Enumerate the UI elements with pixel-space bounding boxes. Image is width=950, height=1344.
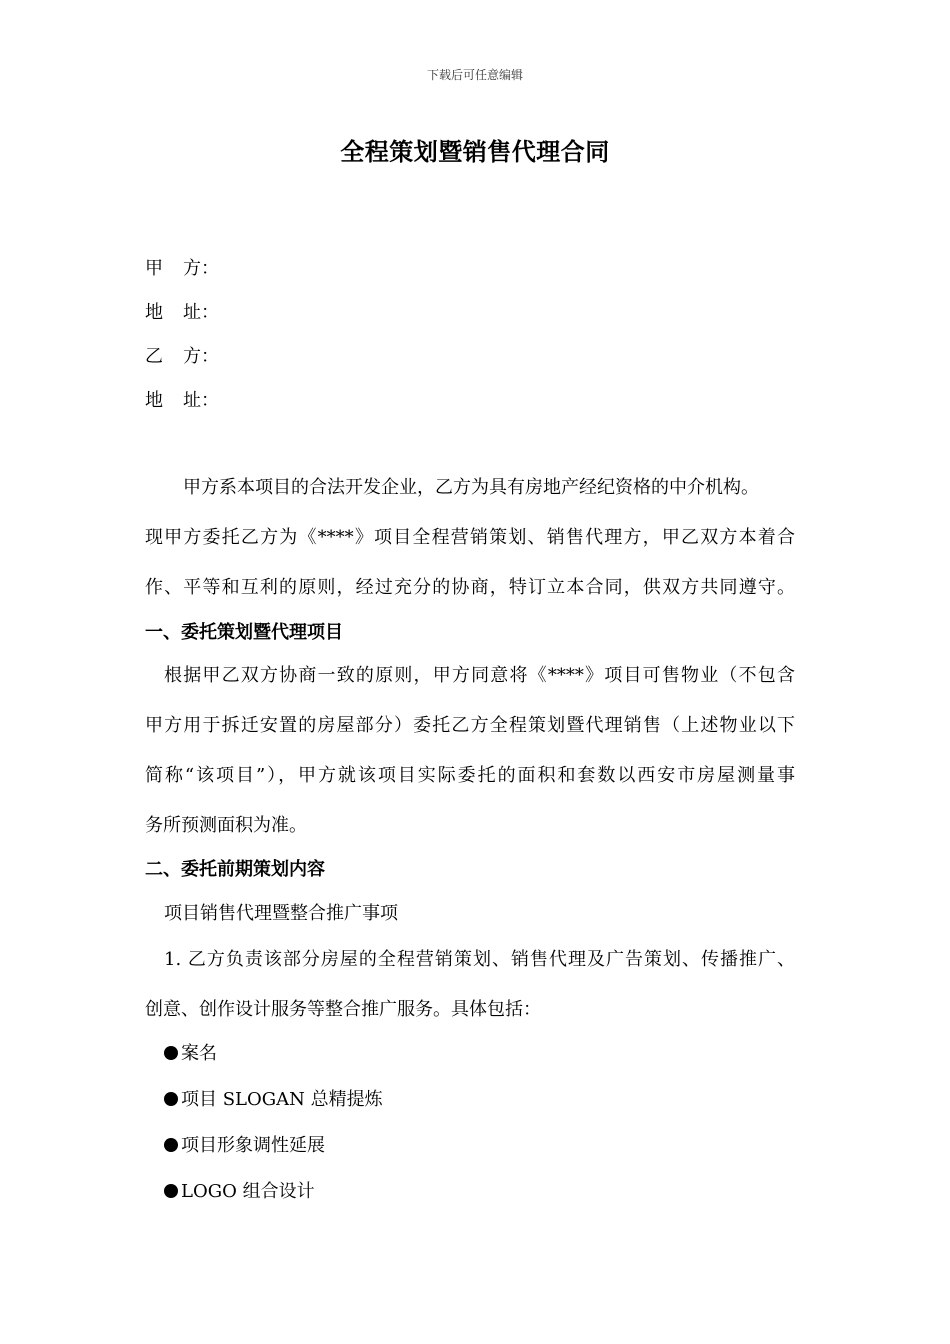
section-1-heading: 一、委托策划暨代理项目: [145, 622, 343, 643]
party-a-label: [145, 254, 219, 280]
party-a-suffix: 方：: [183, 258, 219, 279]
bullet-dot-icon: [164, 1138, 178, 1152]
section-2-heading: 二、委托前期策划内容: [145, 859, 325, 880]
bullet-item: [164, 1039, 217, 1065]
party-a-address-label: [145, 298, 219, 324]
bullet-dot-icon: [164, 1046, 178, 1060]
party-b-address-label: [145, 386, 219, 412]
bullet-item: [164, 1085, 383, 1111]
section-1-line-3: 简称“该项目”），甲方就该项目实际委托的面积和套数以西安市房屋测量事: [145, 765, 795, 786]
document-title: 全程策划暨销售代理合同: [340, 138, 610, 166]
section-2-item-1-line-2: 创意、创作设计服务等整合推广服务。具体包括：: [145, 999, 541, 1020]
bullet-text: 项目形象调性延展: [181, 1135, 325, 1156]
section-1-line-4: 务所预测面积为准。: [145, 815, 307, 836]
bullet-text: 项目 SLOGAN 总精提炼: [181, 1089, 383, 1110]
section-1-line-1: 根据甲乙双方协商一致的原则，甲方同意将《****》项目可售物业（不包含: [164, 665, 795, 686]
party-a-address-suffix: 址：: [183, 302, 219, 323]
intro-line-1: 甲方系本项目的合法开发企业，乙方为具有房地产经纪资格的中介机构。: [183, 477, 759, 498]
bullet-item: [164, 1131, 325, 1157]
intro-line-2: 现甲方委托乙方为《****》项目全程营销策划、销售代理方，甲乙双方本着合: [145, 527, 795, 548]
bullet-dot-icon: [164, 1184, 178, 1198]
intro-line-3: 作、平等和互利的原则，经过充分的协商，特订立本合同，供双方共同遵守。: [145, 577, 795, 598]
bullet-dot-icon: [164, 1092, 178, 1106]
party-b-label: [145, 342, 219, 368]
party-a-char: 甲: [145, 258, 163, 279]
bullet-item: [164, 1177, 315, 1203]
section-2-subheading: 项目销售代理暨整合推广事项: [164, 903, 398, 924]
party-b-address-suffix: 址：: [183, 390, 219, 411]
bullet-text: LOGO 组合设计: [181, 1181, 315, 1202]
section-1-line-2: 甲方用于拆迁安置的房屋部分）委托乙方全程策划暨代理销售（上述物业以下: [145, 715, 795, 736]
section-2-item-1-line-1: 1. 乙方负责该部分房屋的全程营销策划、销售代理及广告策划、传播推广、: [164, 949, 795, 970]
bullet-text: 案名: [181, 1043, 217, 1064]
party-a-address-char: 地: [145, 302, 163, 323]
party-b-address-char: 地: [145, 390, 163, 411]
party-b-char: 乙: [145, 346, 163, 367]
party-b-suffix: 方：: [183, 346, 219, 367]
header-note: 下载后可任意编辑: [426, 68, 523, 82]
